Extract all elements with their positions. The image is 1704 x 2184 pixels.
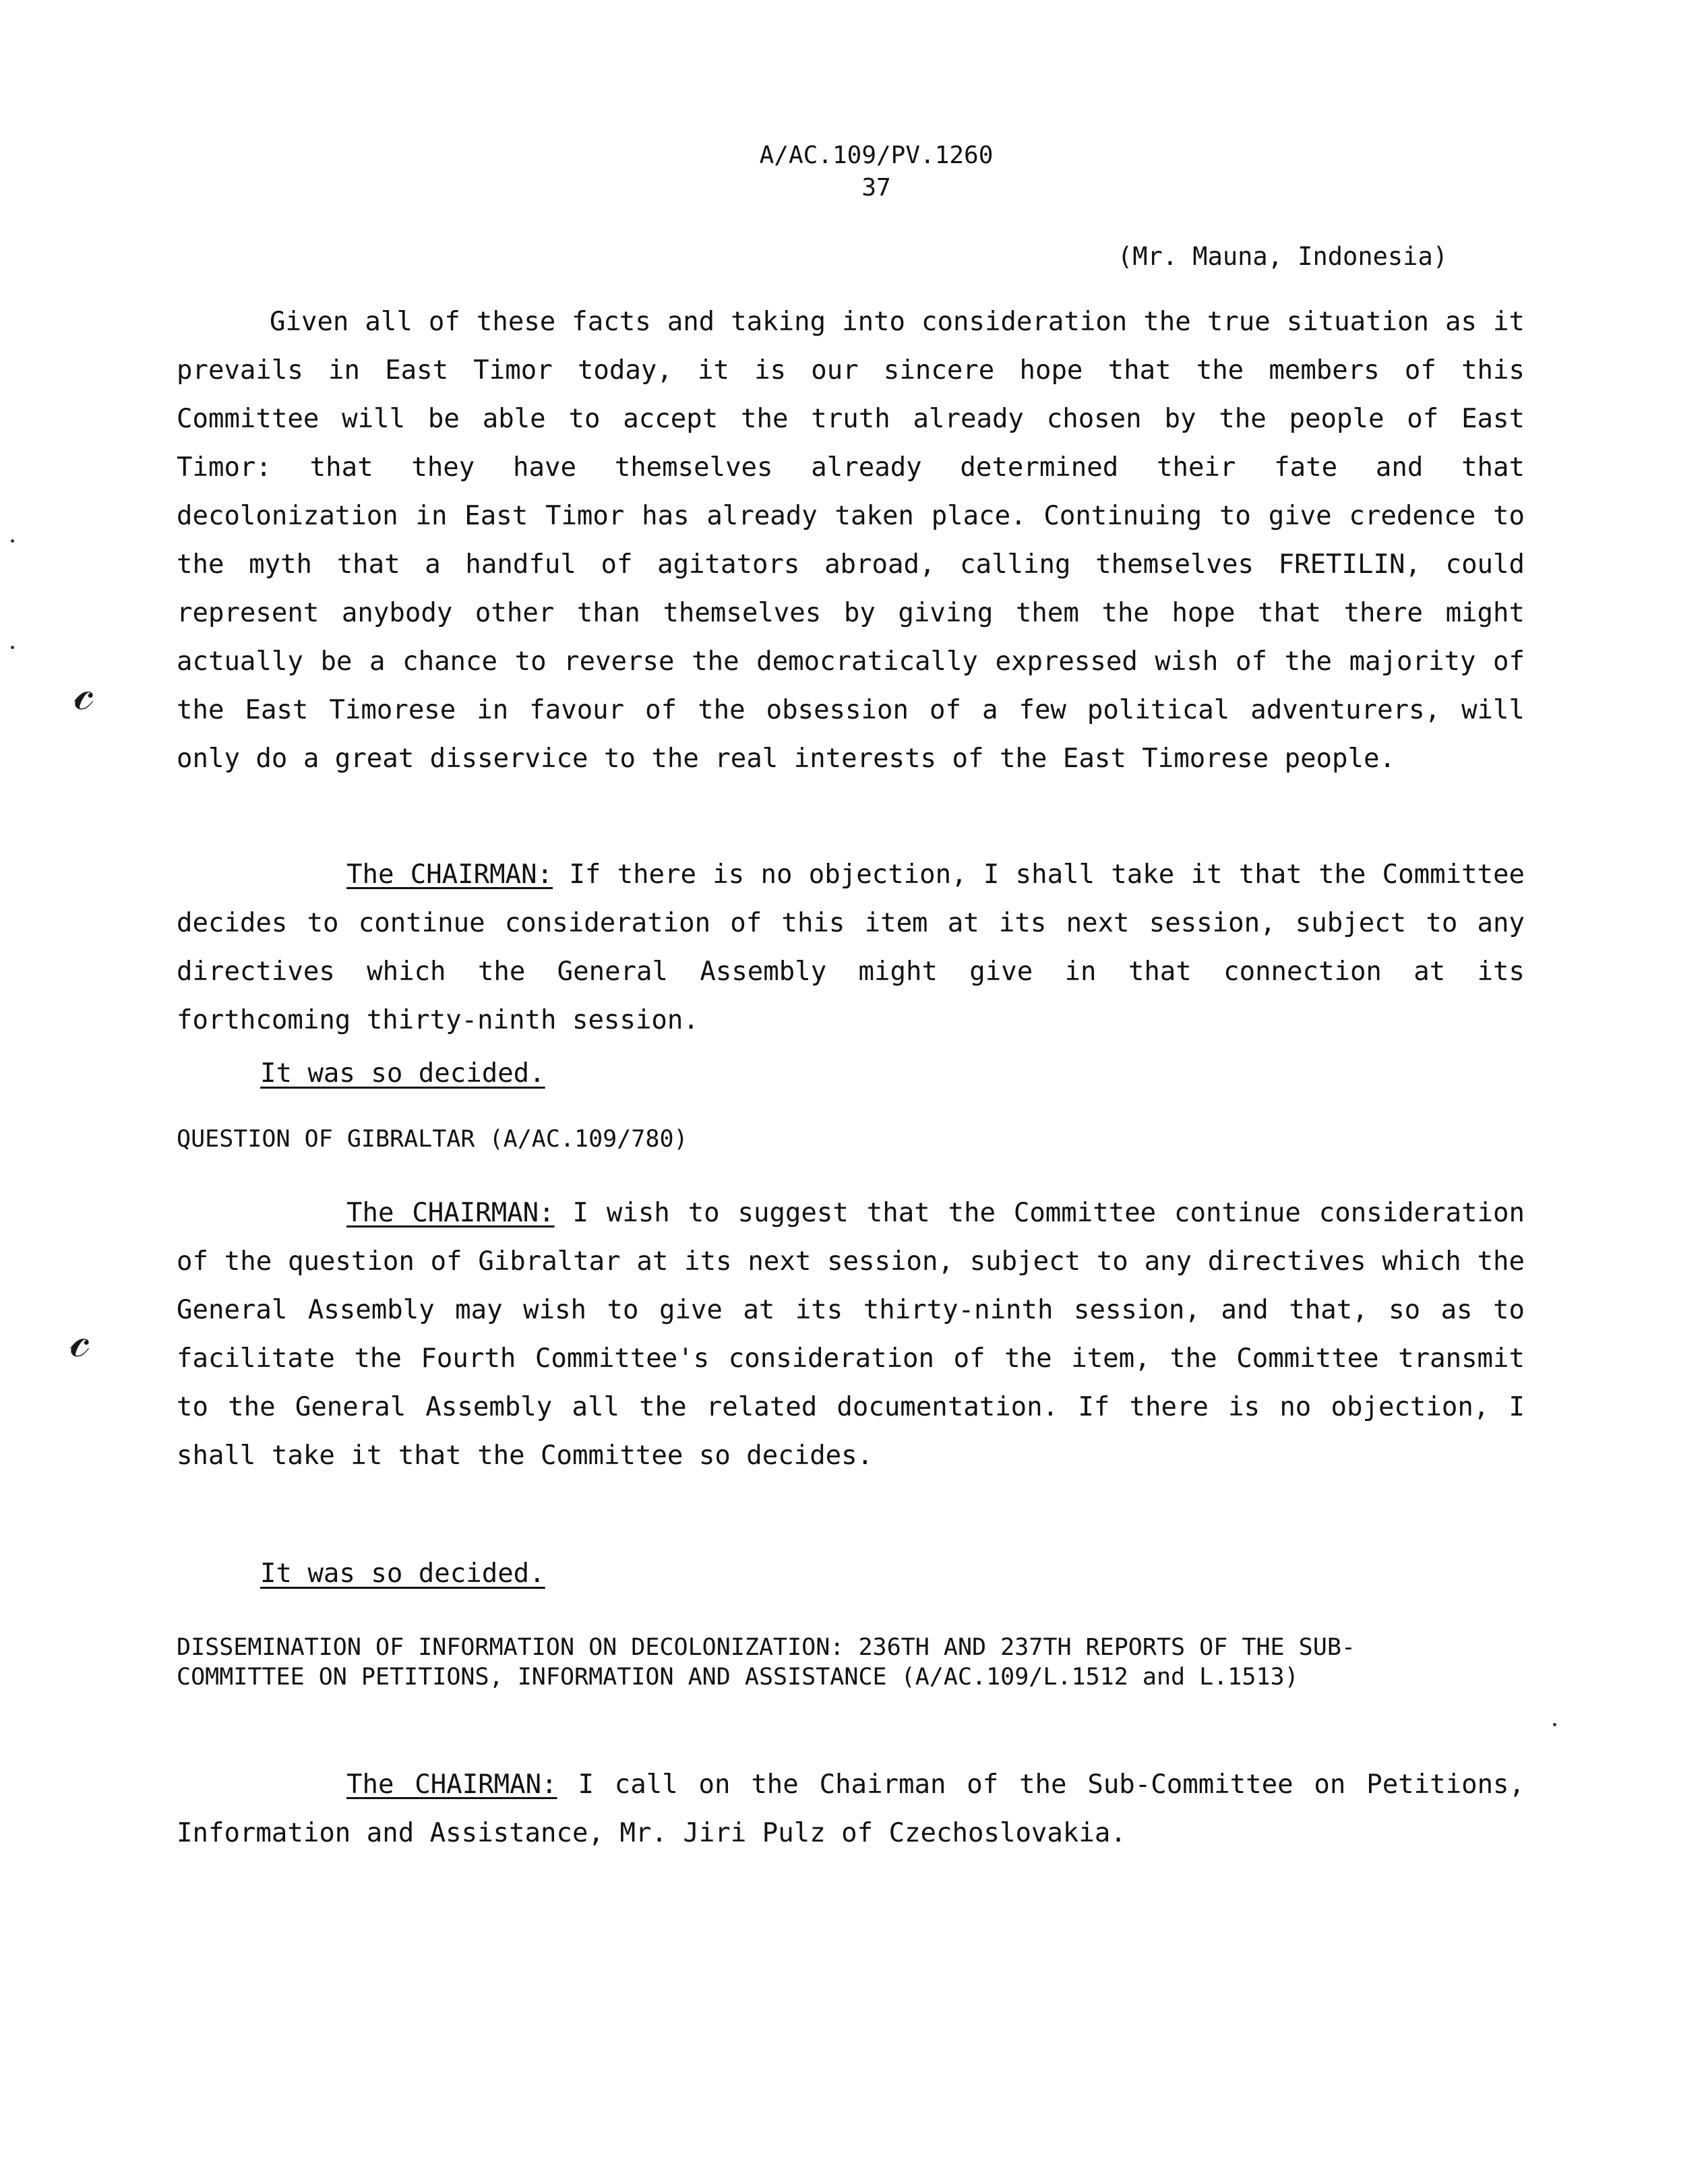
paragraph-3 bbox=[177, 1189, 1525, 1480]
decision-note-2: It was so decided. bbox=[260, 1558, 545, 1589]
page-number: 37 bbox=[861, 174, 891, 202]
chairman-label: The CHAIRMAN: bbox=[346, 859, 553, 890]
speaker-name: (Mr. Mauna, Indonesia) bbox=[1117, 242, 1448, 271]
paragraph-4 bbox=[177, 1761, 1525, 1858]
margin-mark-1: 𝒸 bbox=[74, 663, 94, 721]
margin-dot-1 bbox=[11, 539, 14, 543]
paragraph-3-text: I wish to suggest that the Committee continue consideration of the question of Gibraltar at its next session, subject to any directives which the General Assembly may wish to give at its thirty-ninth session, and that, so as to facilitate the Fourth Committee's consideration of the item, the Committee transmit to the General Assembly all the related documentation. If there is no objection, I shall take it that the Committee so decides. bbox=[177, 1198, 1525, 1471]
chairman-label: The CHAIRMAN: bbox=[346, 1198, 555, 1228]
paragraph-4-text: I call on the Chairman of the Sub-Committee on Petitions, Information and Assistance, Mr. Jiri Pulz of Czechoslovakia. bbox=[177, 1769, 1525, 1848]
margin-dot-3 bbox=[1553, 1723, 1556, 1726]
paragraph-2 bbox=[177, 851, 1525, 1045]
paragraph-2-text: If there is no objection, I shall take it that the Committee decides to continue consideration of this item at its next session, subject to any directives which the General Assembly might give in that connection at its forthcoming thirty-ninth session. bbox=[177, 859, 1525, 1035]
paragraph-1: Given all of these facts and taking into consideration the true situation as it prevails in East Timor today, it is our sincere hope that the members of this Committee will be able to accept the truth already chosen by the people of East Timor: that they have themselves already determined their fate and that decolonization in East Timor has already taken place. Continuing to give credence to the myth that a handful of agitators abroad, calling themselves FRETILIN, could represent anybody other than themselves by giving them the hope that there might actually be a chance to reverse the democratically expressed wish of the majority of the East Timorese in favour of the obsession of a few political adventurers, will only do a great disservice to the real interests of the East Timorese people. bbox=[177, 307, 1525, 774]
decision-note-1: It was so decided. bbox=[260, 1058, 545, 1089]
agenda-heading-dissemination: DISSEMINATION OF INFORMATION ON DECOLONIZATION: 236TH AND 237TH REPORTS OF THE SUB-COMMITTEE ON PETITIONS, INFORMATION AND ASSISTANCE (A/AC.109/L.1512 and L.1513) bbox=[177, 1634, 1356, 1691]
chairman-label: The CHAIRMAN: bbox=[346, 1769, 557, 1800]
margin-mark-2: 𝒸 bbox=[70, 1310, 90, 1368]
agenda-heading-gibraltar: QUESTION OF GIBRALTAR (A/AC.109/780) bbox=[177, 1126, 688, 1153]
document-symbol: A/AC.109/PV.1260 bbox=[759, 142, 994, 169]
margin-dot-2 bbox=[11, 646, 14, 649]
speaker-attribution bbox=[1118, 241, 1448, 272]
